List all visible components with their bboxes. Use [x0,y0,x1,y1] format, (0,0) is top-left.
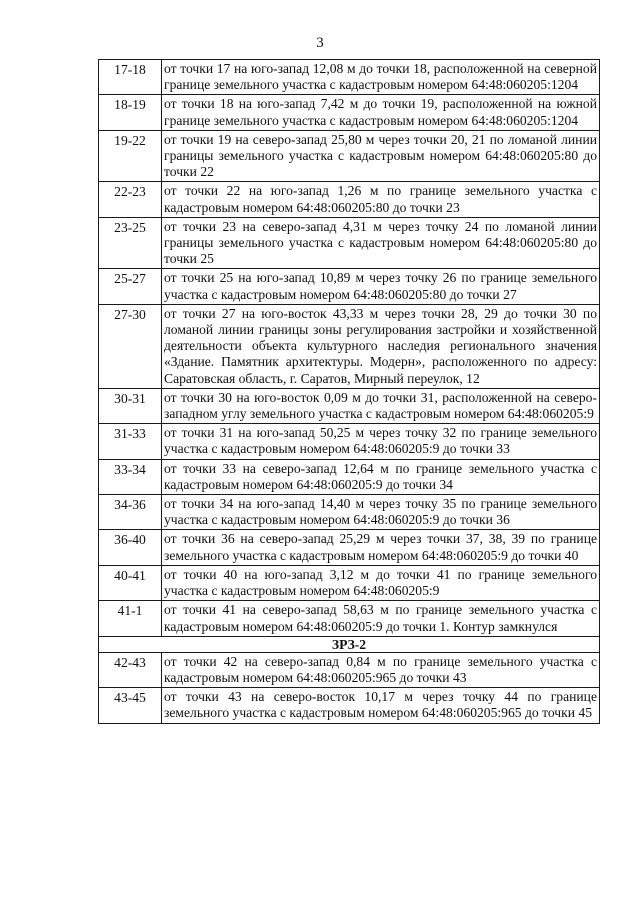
segment-id: 18-19 [99,95,162,130]
segment-id: 31-33 [99,424,162,459]
table-row [99,459,600,494]
segment-description: от точки 22 на юго-запад 1,26 м по границе земельного участка с кадастровым номером 64:48:060205:80 до точки 23 [162,182,600,217]
table-row [99,217,600,269]
table-body [99,60,600,724]
segment-id: 17-18 [99,60,162,95]
segment-description: от точки 25 на юго-запад 10,89 м через точку 26 по границе земельного участка с кадастровым номером 64:48:060205:80 до точки 27 [162,269,600,304]
segment-description: от точки 19 на северо-запад 25,80 м через точки 20, 21 по ломаной линии границы земельного участка с кадастровым номером 64:48:060205:80 до точки 22 [162,130,600,182]
page-number: 3 [316,35,324,51]
segment-description: от точки 36 на северо-запад 25,29 м через точки 37, 38, 39 по границе земельного участка с кадастровым номером 64:48:060205:9 до точки 40 [162,530,600,565]
segment-id: 41-1 [99,601,162,636]
table-row [99,60,600,95]
segment-description: от точки 30 на юго-восток 0,09 м до точки 31, расположенной на северо-западном углу земельного участка с кадастровым номером 64:48:060205:9 [162,388,600,423]
table-row [99,182,600,217]
segment-id: 19-22 [99,130,162,182]
segment-id: 23-25 [99,217,162,269]
segment-description: от точки 42 на северо-запад 0,84 м по границе земельного участка с кадастровым номером 64:48:060205:965 до точки 43 [162,652,600,687]
table-row [99,652,600,687]
segment-description: от точки 18 на юго-запад 7,42 м до точки 19, расположенной на южной границе земельного участка с кадастровым номером 64:48:060205:1204 [162,95,600,130]
zone-label: ЗРЗ-2 [99,636,600,652]
segment-id: 25-27 [99,269,162,304]
table-row [99,130,600,182]
table-row [99,688,600,723]
boundary-description-table [98,59,600,724]
segment-description: от точки 43 на северо-восток 10,17 м через точку 44 по границе земельного участка с кадастровым номером 64:48:060205:965 до точки 45 [162,688,600,723]
segment-id: 33-34 [99,459,162,494]
segment-description: от точки 27 на юго-восток 43,33 м через точки 28, 29 до точки 30 по ломаной линии границы зоны регулирования застройки и хозяйственной деятельности объекта культурного наследия регионального значения «Здание. Памятник архитектуры. Модерн», расположенного по адресу: Саратовская область, г. Саратов, Мирный переулок, 12 [162,304,600,388]
table-row [99,304,600,388]
table-row [99,530,600,565]
table-row [99,388,600,423]
segment-description: от точки 40 на юго-запад 3,12 м до точки 41 по границе земельного участка с кадастровым номером 64:48:060205:9 [162,565,600,600]
segment-description: от точки 17 на юго-запад 12,08 м до точки 18, расположенной на северной границе земельного участка с кадастровым номером 64:48:060205:1204 [162,60,600,95]
segment-description: от точки 23 на северо-запад 4,31 м через точку 24 по ломаной линии границы земельного участка с кадастровым номером 64:48:060205:80 до точки 25 [162,217,600,269]
segment-description: от точки 31 на юго-запад 50,25 м через точку 32 по границе земельного участка с кадастровым номером 64:48:060205:9 до точки 33 [162,424,600,459]
segment-description: от точки 41 на северо-запад 58,63 м по границе земельного участка с кадастровым номером 64:48:060205:9 до точки 1. Контур замкнулся [162,601,600,636]
segment-id: 36-40 [99,530,162,565]
segment-id: 27-30 [99,304,162,388]
segment-description: от точки 34 на юго-запад 14,40 м через точку 35 по границе земельного участка с кадастровым номером 64:48:060205:9 до точки 36 [162,495,600,530]
segment-id: 43-45 [99,688,162,723]
segment-description: от точки 33 на северо-запад 12,64 м по границе земельного участка с кадастровым номером 64:48:060205:9 до точки 34 [162,459,600,494]
table-row [99,269,600,304]
table-row [99,495,600,530]
segment-id: 30-31 [99,388,162,423]
table-row [99,424,600,459]
segment-id: 40-41 [99,565,162,600]
segment-id: 22-23 [99,182,162,217]
segment-id: 34-36 [99,495,162,530]
table-row [99,565,600,600]
table-row [99,601,600,636]
table-row [99,95,600,130]
zone-header-row [99,636,600,652]
segment-id: 42-43 [99,652,162,687]
